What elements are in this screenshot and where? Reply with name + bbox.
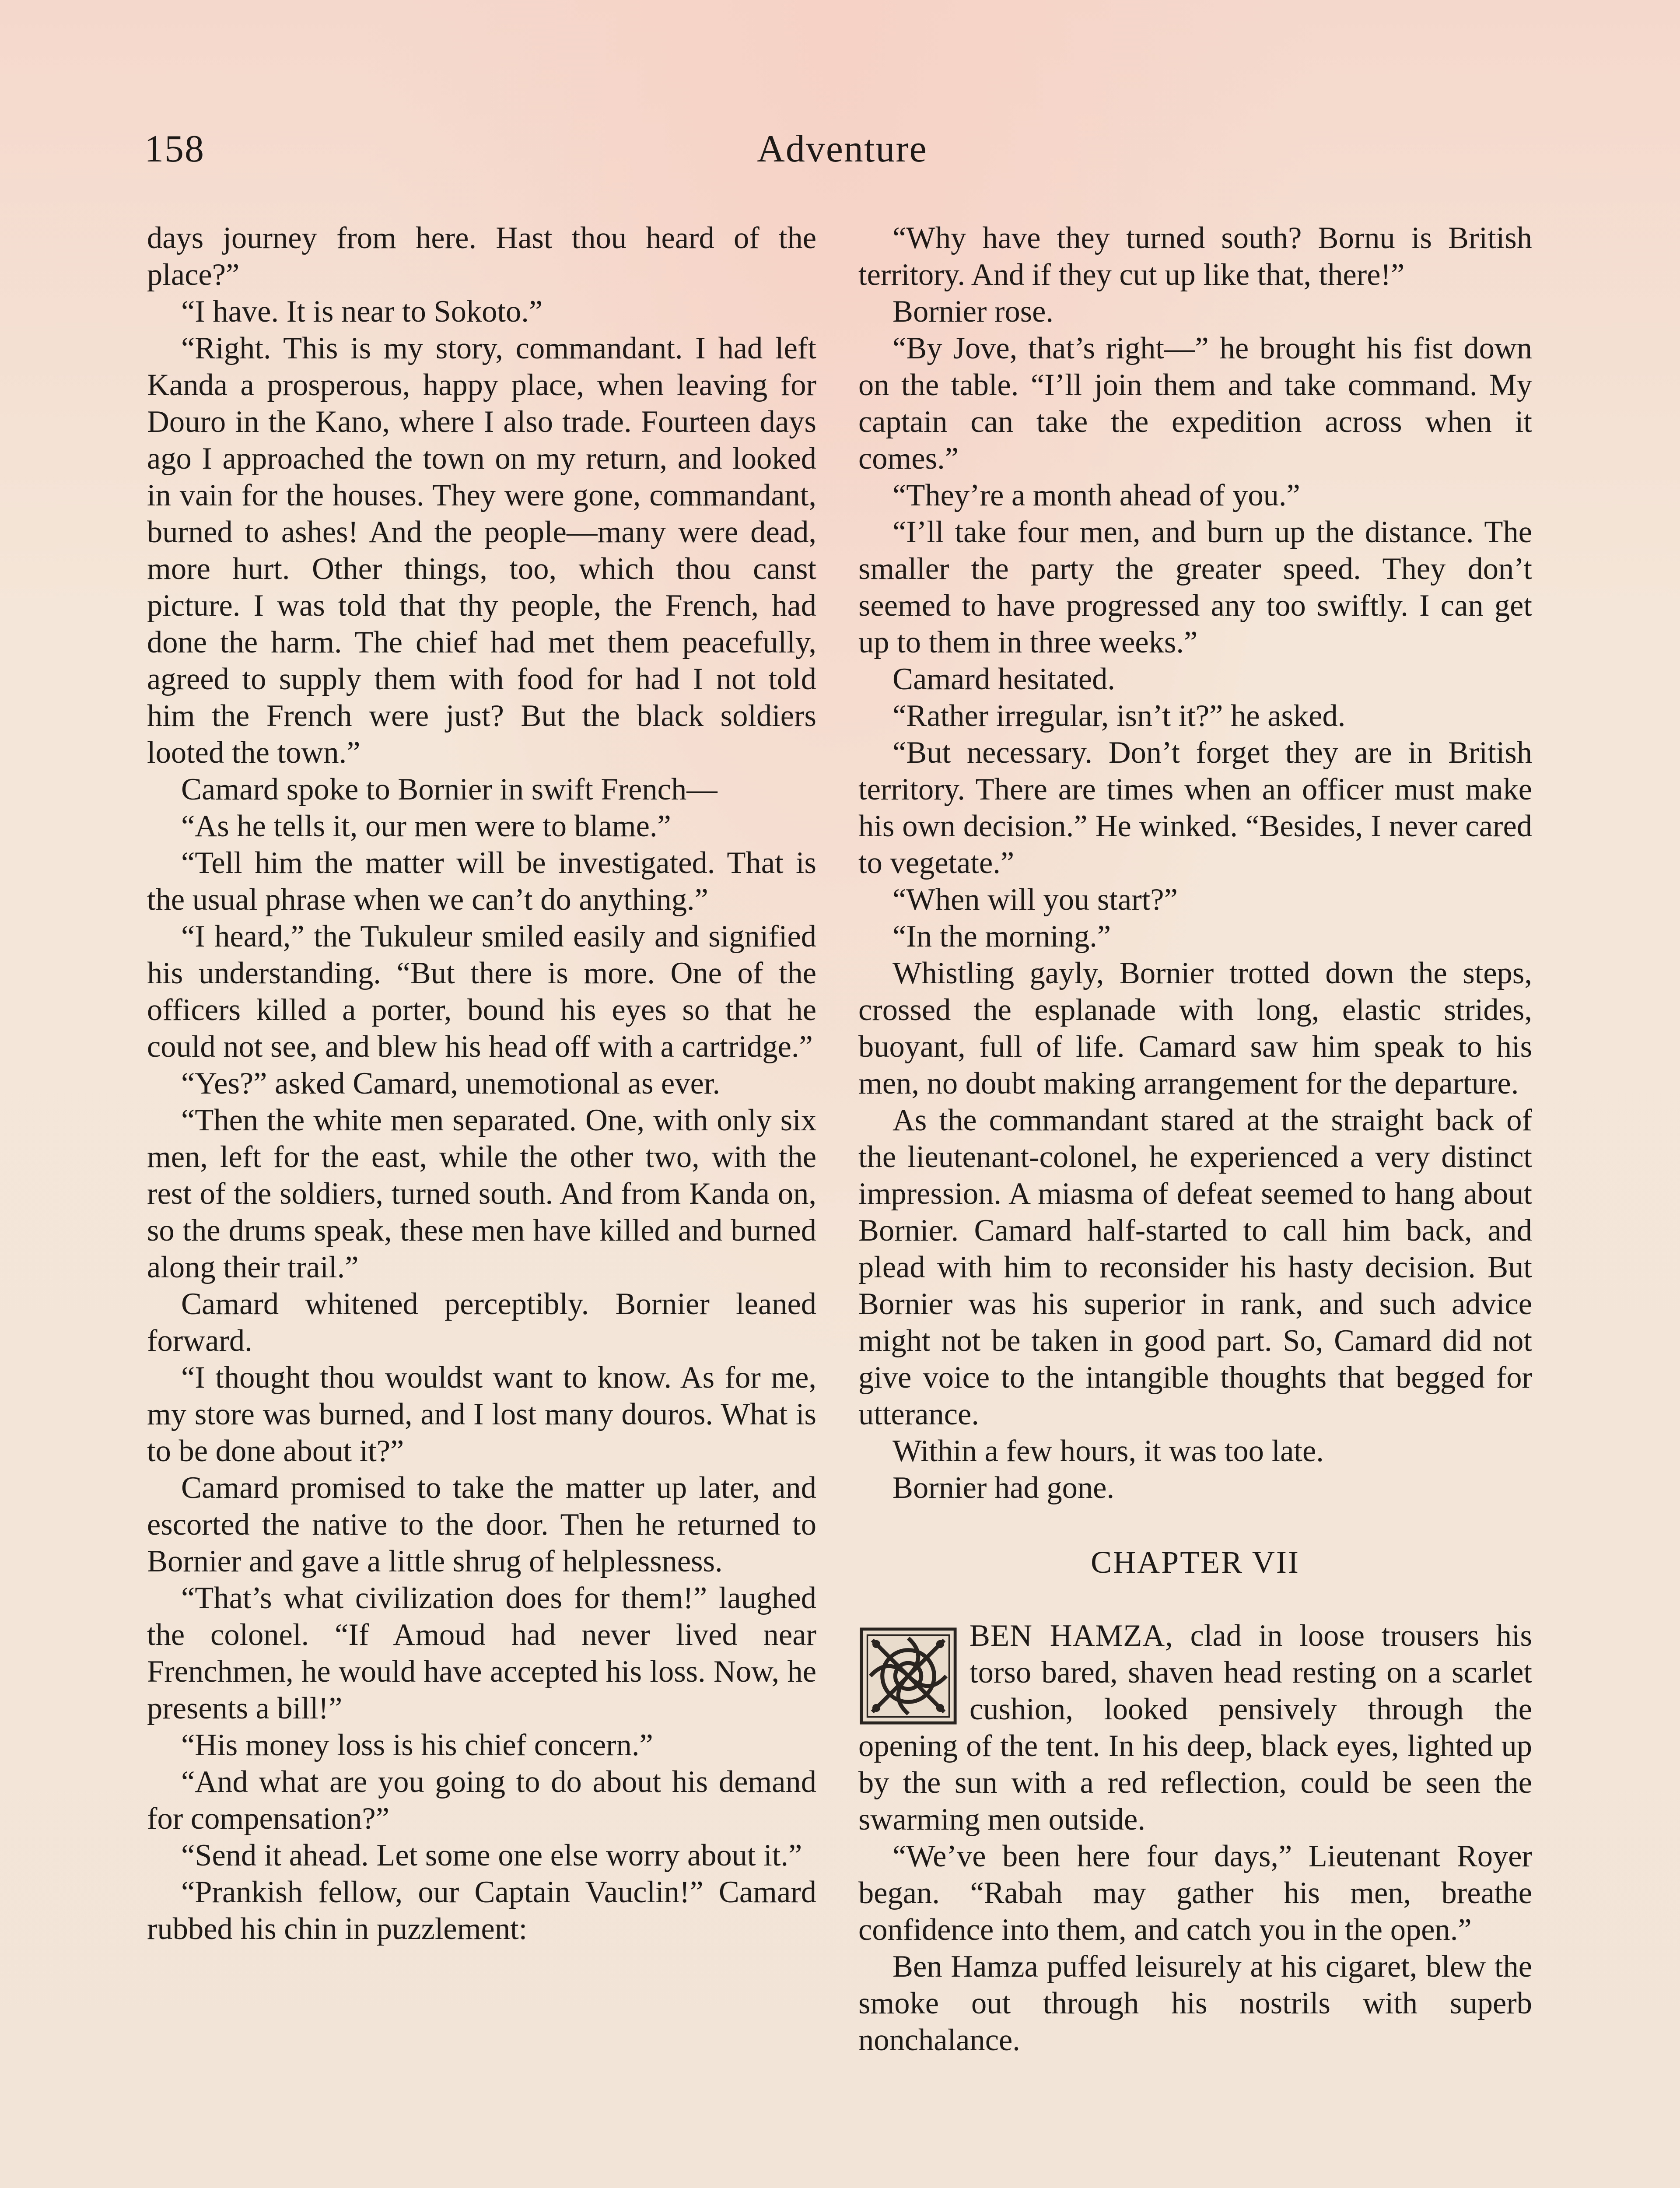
chapter-heading: CHAPTER VII	[1091, 1545, 1300, 1580]
paragraph: “But necessary. Don’t forget they are in British territory. There are times when an officer must make his own decision.” He winked. “Besides, I never cared to vegetate.”	[858, 736, 1532, 880]
paragraph: “We’ve been here four days,” Lieutenant Royer began. “Rabah may gather his men, breathe confidence into them, and catch you in the open.”	[858, 1839, 1532, 1947]
paragraph: “That’s what civilization does for them!” laughed the colonel. “If Amoud had never lived near Frenchmen, he would have accepted his loss. Now, he presents a bill!”	[147, 1581, 816, 1725]
paragraph: “Yes?” asked Camard, unemotional as ever.	[181, 1066, 721, 1101]
paragraph: Within a few hours, it was too late.	[892, 1434, 1324, 1468]
paragraph: “As he tells it, our men were to blame.”	[181, 809, 671, 843]
ornamental-knot-icon	[858, 1625, 958, 1727]
paragraph: Whistling gayly, Bornier trotted down the steps, crossed the esplanade with long, elastic strides, buoyant, full of life. Camard saw him speak to his men, no doubt making arrangement for the departure.	[858, 956, 1532, 1101]
paragraph: “Tell him the matter will be investigated. That is the usual phrase when we can’t do anything.”	[147, 846, 816, 917]
chapter-lead-words: BEN HAMZA,	[970, 1619, 1173, 1653]
paragraph: “Rather irregular, isn’t it?” he asked.	[892, 699, 1346, 733]
running-head: Adventure	[757, 128, 928, 170]
paragraph: “By Jove, that’s right—” he brought his fist down on the table. “I’ll join them and take command. My captain can take the expedition across when it comes.”	[858, 331, 1532, 476]
paragraph: Bornier had gone.	[892, 1471, 1115, 1505]
paragraph: “In the morning.”	[892, 919, 1111, 954]
left-column	[147, 220, 816, 1947]
paragraph: As the commandant stared at the straight back of the lieutenant-colonel, he experienced a very distinct impression. A miasma of defeat seemed to hang about Bornier. Camard half-started to call him back, and plead with him to reconsider his hasty decision. But Bornier was his superior in rank, and such advice might not be taken in good part. So, Camard did not give voice to the intangible thoughts that begged for utterance.	[858, 1103, 1532, 1431]
page-number: 158	[144, 128, 205, 170]
paragraph: “I have. It is near to Sokoto.”	[181, 295, 543, 329]
paragraph: “Send it ahead. Let some one else worry about it.”	[181, 1838, 802, 1872]
paragraph: days journey from here. Hast thou heard of the place?”	[147, 221, 816, 292]
paragraph: “And what are you going to do about his demand for compensation?”	[147, 1765, 816, 1836]
paragraph: “When will you start?”	[892, 883, 1178, 917]
paragraph: Bornier rose.	[892, 295, 1054, 329]
right-column	[858, 220, 1532, 2058]
paragraph: “Prankish fellow, our Captain Vauclin!” Camard rubbed his chin in puzzlement:	[147, 1875, 816, 1946]
paragraph: “I’ll take four men, and burn up the distance. The smaller the party the greater speed. They don’t seemed to have progressed any too swiftly. I can get up to them in three weeks.”	[858, 515, 1532, 659]
paragraph: “They’re a month ahead of you.”	[892, 478, 1300, 512]
paragraph: Camard promised to take the matter up later, and escorted the native to the door. Then he returned to Bornier and gave a little shrug of helplessness.	[147, 1471, 816, 1578]
page-header	[144, 127, 1540, 184]
chapter-opening-paragraph	[858, 1617, 1532, 1838]
paragraph: Camard hesitated.	[892, 662, 1115, 696]
paragraph: “His money loss is his chief concern.”	[181, 1728, 653, 1762]
paragraph: “I thought thou wouldst want to know. As for me, my store was burned, and I lost many douros. What is to be done about it?”	[147, 1360, 816, 1468]
paragraph: “Right. This is my story, commandant. I had left Kanda a prosperous, happy place, when leaving for Douro in the Kano, where I also trade. Fourteen days ago I approached the town on my return, and looked in vain for the houses. They were gone, commandant, burned to ashes! And the people—many were dead, more hurt. Other things, too, which thou canst picture. I was told that thy people, the French, had done the harm. The chief had met them peacefully, agreed to supply them with food for had I not told him the French were just? But the black soldiers looted the town.”	[147, 331, 816, 770]
paragraph: “Then the white men separated. One, with only six men, left for the east, while the other two, with the rest of the soldiers, turned south. And from Kanda on, so the drums speak, these men have killed and burned along their trail.”	[147, 1103, 816, 1284]
chapter-opening-text: clad in loose trousers his torso bared, shaven head resting on a scarlet cushion, looked pensively through the opening of the tent. In his deep, black eyes, lighted up by the sun with a red reflection, could be seen the swarming men outside.	[858, 1619, 1532, 1837]
paragraph: Ben Hamza puffed leisurely at his cigaret, blew the smoke out through his nostrils with superb nonchalance.	[858, 1950, 1532, 2057]
paragraph: “Why have they turned south? Bornu is British territory. And if they cut up like that, there!”	[858, 221, 1532, 292]
paragraph: Camard whitened perceptibly. Bornier leaned forward.	[147, 1287, 816, 1358]
paragraph: “I heard,” the Tukuleur smiled easily and signified his understanding. “But there is more. One of the officers killed a porter, bound his eyes so that he could not see, and blew his head off with a cartridge.”	[147, 919, 816, 1064]
paragraph: Camard spoke to Bornier in swift French—	[181, 772, 718, 806]
